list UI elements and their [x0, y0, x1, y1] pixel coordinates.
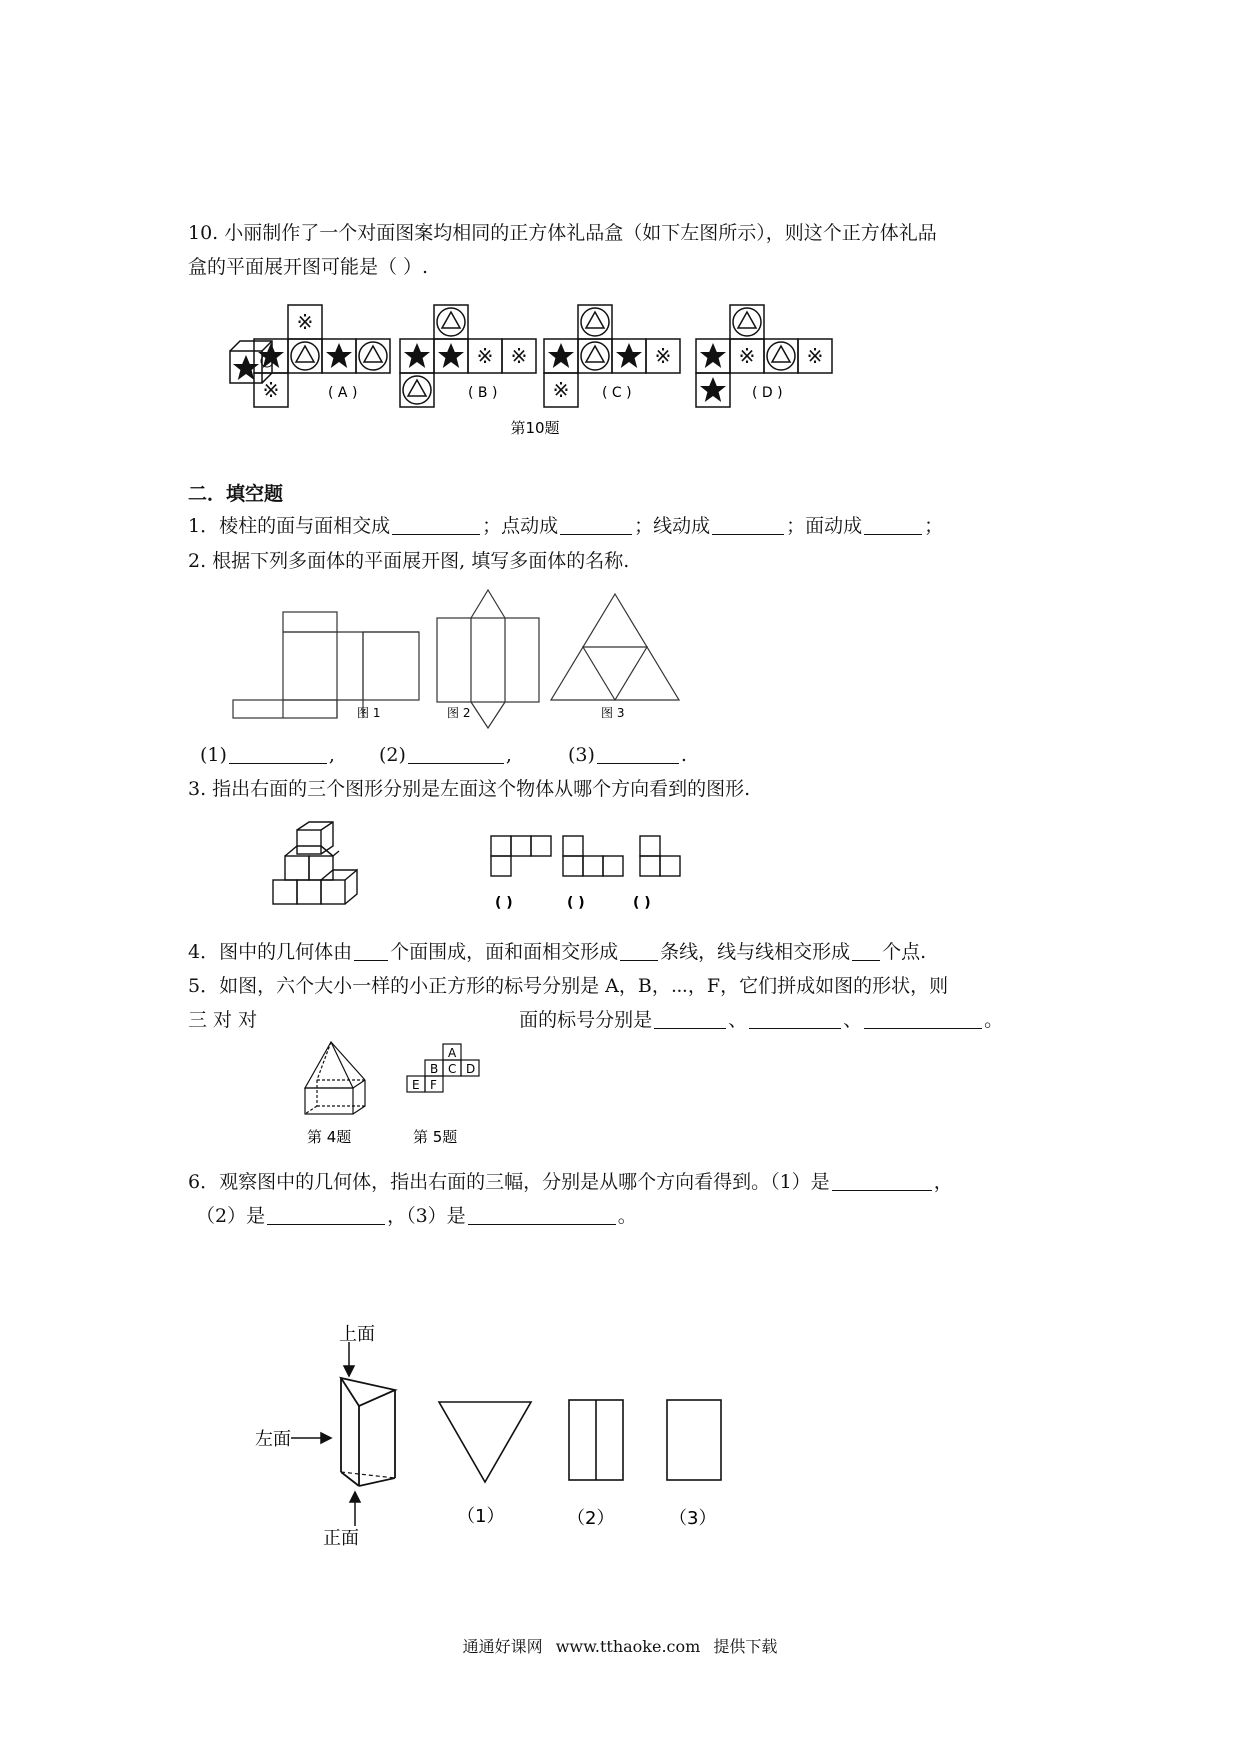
q3-text: 3. 指出右面的三个图形分别是左面这个物体从哪个方向看到的图形.: [188, 778, 751, 800]
q6-line1: 6．观察图中的几何体，指出右面的三幅，分别是从哪个方向看得到。（1）是 ，: [188, 1171, 953, 1193]
q10-line2: 盒的平面展开图可能是（ ）.: [188, 256, 429, 278]
view-3-rect: [667, 1400, 721, 1480]
net-letter-e: E: [412, 1078, 420, 1092]
star-icon: [616, 343, 642, 368]
section-title: 二．填空题: [188, 483, 284, 505]
q2-answers: (1) , (2) , (3) .: [200, 744, 687, 766]
reference-mark-icon: [297, 310, 314, 334]
three-views: [491, 836, 680, 876]
label-left: 左面: [255, 1429, 291, 1450]
option-label-d: ( D ): [752, 385, 783, 401]
q4-blank-3[interactable]: [852, 940, 880, 961]
q5-blank-2[interactable]: [749, 1008, 841, 1029]
reference-mark-icon: [263, 378, 280, 402]
star-icon: [438, 343, 464, 368]
q3-paren-2: ( ): [567, 895, 585, 911]
view-label-3: （3）: [669, 1508, 717, 1529]
fig1-label: 图 1: [357, 706, 381, 720]
q3-figure: [265, 826, 705, 926]
q5-caption: 第 5题: [413, 1128, 458, 1146]
option-label-c: ( C ): [602, 385, 632, 401]
footer-note: 提供下载: [713, 1637, 778, 1656]
star-icon: [404, 343, 430, 368]
net-letter-d: D: [466, 1062, 476, 1076]
q2-blank-3[interactable]: [597, 743, 679, 764]
circle-triangle-icon: [437, 308, 465, 336]
q1-blank-4[interactable]: [864, 514, 922, 535]
q4-blank-2[interactable]: [620, 940, 658, 961]
circle-triangle-icon: [359, 342, 387, 370]
label-front: 正面: [323, 1528, 359, 1549]
net-letter-c: C: [448, 1062, 457, 1076]
q6-blank-3[interactable]: [468, 1204, 616, 1225]
reference-mark-icon: [807, 344, 824, 368]
q4-caption: 第 4题: [307, 1128, 352, 1146]
net-letter-a: A: [448, 1046, 457, 1060]
view-2-rect: [569, 1400, 623, 1480]
reference-mark-icon: [477, 344, 494, 368]
circle-triangle-icon: [733, 308, 761, 336]
option-label-b: ( B ): [468, 385, 498, 401]
star-icon: [700, 343, 726, 368]
q5-line2: 三 对 对 面的标号分别是 、 、 。: [188, 1009, 1004, 1031]
stacked-cubes: [273, 822, 357, 904]
q10-figure: ※ ( A ) ( B ) ( C ) ( D ) 第10题: [220, 295, 920, 445]
q1-line: 1．棱柱的面与面相交成 ；点动成 ；线动成 ；面动成 ；: [188, 515, 944, 537]
q10-line1: 10. 小丽制作了一个对面图案均相同的正方体礼品盒（如下左图所示），则这个正方体礼品: [188, 222, 937, 244]
star-icon: [326, 343, 352, 368]
footer-url[interactable]: www.tthaoke.com: [555, 1637, 701, 1656]
circle-triangle-icon: [767, 342, 795, 370]
circle-triangle-icon: [291, 342, 319, 370]
circle-triangle-icon: [581, 308, 609, 336]
q2-text: 2. 根据下列多面体的平面展开图, 填写多面体的名称.: [188, 550, 630, 572]
reference-mark-icon: [553, 378, 570, 402]
q1-blank-1[interactable]: [392, 514, 480, 535]
q6-blank-1[interactable]: [832, 1170, 932, 1191]
circle-triangle-icon: [403, 376, 431, 404]
fig3-label: 图 3: [601, 706, 625, 720]
fig2-label: 图 2: [447, 706, 471, 720]
star-icon: [233, 355, 259, 380]
q2-figure: [225, 590, 705, 730]
label-top: 上面: [339, 1324, 375, 1345]
view-1-triangle: [439, 1402, 531, 1482]
reference-mark-icon: [739, 344, 756, 368]
star-icon: [548, 343, 574, 368]
q4-line: 4．图中的几何体由 个面围成，面和面相交形成 条线，线与线相交形成 个点.: [188, 941, 927, 963]
q5-line1: 5．如图，六个大小一样的小正方形的标号分别是 A，B，⋯，F，它们拼成如图的形状，则: [188, 975, 949, 997]
q5-blank-3[interactable]: [864, 1008, 982, 1029]
circle-triangle-icon: [581, 342, 609, 370]
net-letter-b: B: [430, 1062, 439, 1076]
footer: [0, 1634, 1240, 1657]
q3-paren-1: ( ): [495, 895, 513, 911]
pyramid-prism: [305, 1042, 365, 1114]
q3-paren-3: ( ): [633, 895, 651, 911]
q6-line2: （2）是 ，（3）是 。: [196, 1205, 637, 1227]
q1-blank-2[interactable]: [560, 514, 632, 535]
q10-caption: 第10题: [510, 419, 560, 437]
view-label-1: （1）: [457, 1506, 505, 1527]
option-label-a: ( A ): [328, 385, 358, 401]
q1-blank-3[interactable]: [712, 514, 784, 535]
q5-blank-1[interactable]: [654, 1008, 726, 1029]
q6-blank-2[interactable]: [267, 1204, 385, 1225]
q4-blank-1[interactable]: [354, 940, 388, 961]
reference-mark-icon: [655, 344, 672, 368]
net-letter-f: F: [430, 1078, 437, 1092]
q2-blank-2[interactable]: [408, 743, 504, 764]
triangular-prism: [341, 1378, 395, 1486]
footer-site: 通通好课网: [462, 1637, 543, 1656]
q2-blank-1[interactable]: [229, 743, 327, 764]
view-label-2: （2）: [567, 1508, 615, 1529]
reference-mark-icon: [511, 344, 528, 368]
star-icon: [700, 377, 726, 402]
q6-figure: [255, 1324, 775, 1560]
q4-q5-figure: [295, 1040, 515, 1150]
